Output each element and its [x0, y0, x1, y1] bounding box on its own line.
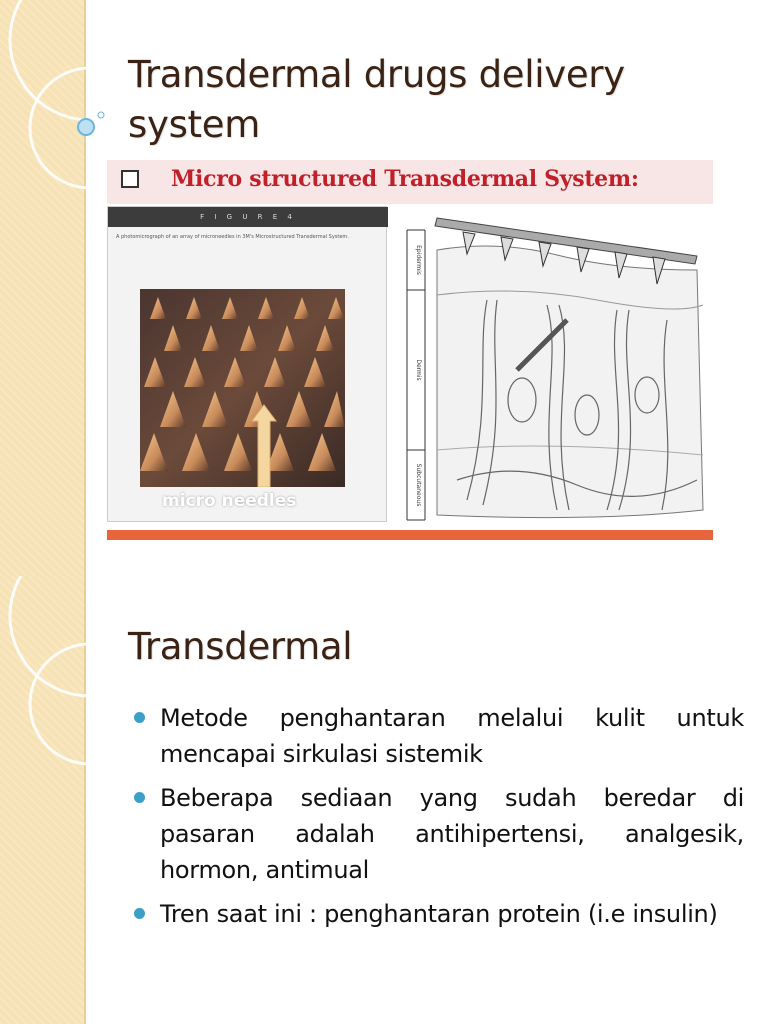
epidermis-label: Epidermis	[415, 245, 422, 275]
figure-bottom-bar	[107, 530, 713, 540]
microneedle-figure	[107, 160, 713, 542]
micro-needles-label: micro needles	[162, 491, 297, 511]
figure-header	[107, 160, 713, 204]
bullet-icon	[134, 712, 145, 723]
microneedle-photo-icon	[140, 289, 345, 487]
figure-heading: Micro structured Transdermal System:	[171, 166, 639, 192]
list-item: Beberapa sediaan yang sudah beredar di pasaran adalah antihipertensi, analgesik, hormon, antimual	[128, 780, 744, 888]
slide-title: Transdermal drugs delivery system	[128, 53, 625, 146]
slide-2	[0, 576, 768, 1024]
dermis-label: Dermis	[415, 359, 422, 381]
bullet-icon	[134, 908, 145, 919]
bullet-list	[128, 700, 744, 940]
checkbox-bullet-icon	[121, 170, 139, 188]
subcutaneous-label: Subcutaneous	[415, 463, 422, 507]
bullet-icon	[134, 792, 145, 803]
photomicrograph-panel	[107, 206, 387, 522]
figure-caption: A photomicrograph of an array of microneedles in 3M's Microstructured Transdermal System.	[116, 234, 349, 240]
list-item: Metode penghantaran melalui kulit untuk mencapai sirkulasi sistemik	[128, 700, 744, 772]
list-item: Tren saat ini : penghantaran protein (i.e insulin)	[128, 896, 744, 932]
skin-cross-section-icon	[397, 210, 713, 522]
circle-decoration-icon	[0, 576, 140, 796]
figure-label: F I G U R E 4	[108, 207, 388, 227]
slide-title: Transdermal	[128, 625, 353, 668]
